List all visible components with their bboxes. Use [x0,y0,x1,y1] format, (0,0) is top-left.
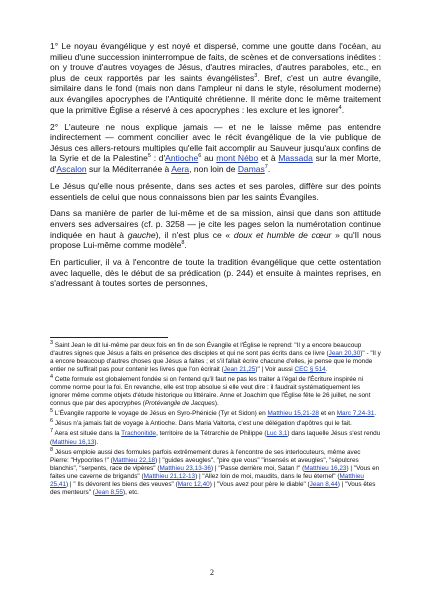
text: )" | Voir aussi [255,366,295,374]
text: ) dans laquelle Jésus s'est rendu ( [50,430,381,446]
text: » qu'Il nous propose Lui-même comme modèle [50,229,381,251]
text: 2° L'auteure ne nous explique jamais — et ne le laisse même pas entendre indirectement — comment concilier avec le récit évangélique de la vie publique de Jésus ces allers-retours multiples qu'elle fait accomplir au Sauveur jusqu'aux confins de la Syrie et de la Palestine [50,121,381,164]
text: , non loin de [189,163,238,174]
page-number: 2 [210,568,214,577]
italic-quote: doux et humble de cœur [233,229,332,240]
footnote-8 [50,446,381,497]
paragraph-3: Le Jésus qu'elle nous présente, dans ses actes et ses paroles, diffère sur des points essentiels de celui que nous connaissons bien par les saints Évangiles. [50,180,381,202]
footnote-number: 6 [50,418,54,425]
footnote-ref[interactable]: 5 [147,153,151,160]
place-link-damas[interactable]: Damas [237,163,265,174]
text: ) | "Vous êtes des menteurs" ( [50,480,376,496]
text: au [201,153,217,164]
footnote-separator [50,337,168,338]
text: . [374,410,377,418]
footnote-ref[interactable]: 3 [254,72,258,79]
text: et en [318,410,337,418]
main-text [50,41,381,295]
text: ) | "guides aveugles", "pire que vous" "insensés et aveugles", "sépulcres blanchis", "serpents, race de vipères" ( [50,456,359,472]
text: . Bref, c'est un autre évangile, similaire dans le fond (mais non dans l'ampleur ni dans le style, résolument moderne) aux évangiles apocryphes de l'Antiquité chrétienne. Il mérite donc le même traitement que la primitive Église a réservé à ces apocryphes : les exclure et les ignorer [50,72,381,115]
text: ) | "Vous en faites une caverne de brigands" ( [50,464,380,480]
bible-ref-link[interactable]: Jean 8,44 [309,480,338,488]
text: Jésus n'a jamais fait de voyage à Antioche. Dans Maria Valtorta, c'est une délégation d'apôtres qui le fait. [53,420,352,428]
text: ), il n'est plus ce « [155,229,234,240]
cec-ref-link[interactable]: CEC § 514 [294,366,326,374]
bible-ref-link[interactable]: Luc 3,1 [266,430,288,438]
bible-ref-link[interactable]: Matthieu 16,23 [304,464,347,472]
text: . [341,104,345,115]
footnote-ref[interactable]: 6 [198,153,202,160]
text: )" - "Il y a encore beaucoup d'autres choses que Jésus a faites ; et s'il fallait écrire chacune d'elles, je pense que le monde entier ne suffirait pas pour contenir les livres que l'on écrirait ( [50,350,381,374]
bible-ref-link[interactable]: Marc 7,24-31 [336,410,375,418]
text: sur la mer Morte, d' [50,153,381,174]
paragraph-4 [50,208,381,250]
paragraph-5: En particulier, il va à l'encontre de toute la tradition évangélique que cette ostentation avec laquelle, dès le début de sa prédication (p. 244) et ensuite à maintes reprises, en s'adressant à toutes sortes de personnes, [50,257,381,289]
place-link-trachonitide[interactable]: Trachonitide [121,430,157,438]
paragraph-1 [50,41,381,115]
place-link-mont-nebo[interactable]: mont Nébo [216,153,259,164]
bible-ref-link[interactable]: Matthieu 21,12-13 [143,472,196,480]
footnote-number: 3 [50,339,54,346]
bible-ref-link[interactable]: Marc 12,40 [177,480,210,488]
place-link-aera[interactable]: Aera [171,163,190,174]
footnote-5 [50,410,381,418]
bible-ref-link[interactable]: Matthieu 23,13-36 [159,464,211,472]
text: Jésus emploie aussi des formules parfois extrêmement dures à l'encontre de ses interlocuteurs, même avec Pierre: "Hypocrites !" ( [50,448,361,464]
footnotes [50,339,381,499]
paragraph-2 [50,122,381,175]
text: , territoire de la Tétrarchie de Philippe ( [156,430,267,438]
place-link-antioche[interactable]: Antioche [165,153,199,164]
text: . [184,240,187,251]
footnote-number: 5 [50,408,54,415]
text: sur la Méditerranée à [86,163,172,174]
bible-ref-link[interactable]: Jean 8,55 [94,488,123,496]
text: ). [94,438,99,446]
italic-text: gauche [127,229,156,240]
footnote-number: 8 [50,446,54,453]
text: ), etc. [122,488,139,496]
footnote-ref[interactable]: 4 [338,104,342,111]
footnote-number: 4 [50,374,54,381]
text: et à [258,153,279,164]
place-link-ascalon[interactable]: Ascalon [56,163,87,174]
italic-title: Protévangile de Jacques [144,400,215,408]
text: Cette formule est globalement fondée si on l'entend qu'il faut ne pas les traiter à l'égal de l'Écriture inspirée ni comme norme pour la foi. En revanche, elle est trop absolue si elle veut dire : il faudrait systématiquement les ignorer même comme objets d'étude historique ou littéraire. Anne et Joachim que l'Église fête le 26 juillet, ne sont connus que par des apocryphes ( [50,376,371,408]
bible-ref-link[interactable]: Jean 21,25 [223,366,256,374]
place-link-massada[interactable]: Massada [278,153,313,164]
footnote-3 [50,339,381,374]
text: ). [214,400,219,408]
footnote-6 [50,420,381,428]
text: . [267,163,271,174]
text: Saint Jean le dit lui-même par deux fois en fin de son Évangile et l'Église le reprend: "Il y a encore beaucoup d'autres signes que Jésus a faits en présence des disciples et qui ne sont pas écrits dans ce livre ( [50,342,362,358]
text: ) | "Passe derrière moi, Satan !" ( [210,464,305,472]
bible-ref-link[interactable]: Matthieu 15,21-28 [267,410,319,418]
text: ) | " Ils dévorent les biens des veuves" ( [66,480,178,488]
footnote-7 [50,430,381,446]
text: Aera est située dans la [53,430,122,438]
footnote-ref[interactable]: 8 [181,240,185,247]
bible-ref-link[interactable]: Matthieu 16,13 [52,438,95,446]
bible-ref-link[interactable]: Matthieu 22,18 [112,456,156,464]
bible-ref-link[interactable]: Jean 20,30 [328,350,361,358]
bible-ref-link[interactable]: Matthieu 25,41 [50,472,364,488]
text: . [325,366,328,374]
text: ) | "Vous avez pour père le diable" ( [209,480,310,488]
footnote-4 [50,376,381,408]
text: ) | "Allez loin de moi, maudits, dans le feu éternel" ( [195,472,340,480]
footnote-number: 7 [50,428,54,435]
footnote-ref[interactable]: 7 [264,164,268,171]
text: L'Évangile rapporte le voyage de Jésus en Syro-Phénicie (Tyr et Sidon) en [53,410,268,418]
text: Dans sa manière de parler de lui-même et de sa mission, ainsi que dans son attitude envers ses adversaires (cf. p. 3258 — je cite les pages selon la numérotation continue indiquée en haut à [50,208,381,240]
text: : d' [150,153,166,164]
text: 1° Le noyau évangélique y est noyé et dispersé, comme une goutte dans l'océan, au milieu d'une succession ininterrompue de faits, de scènes et de conversations inédites : on y trouve d'autres voyages de Jésus, d'autres miracles, d'autres paraboles, etc., en plus de ceux rapportés par les saints évangélistes [50,41,381,83]
